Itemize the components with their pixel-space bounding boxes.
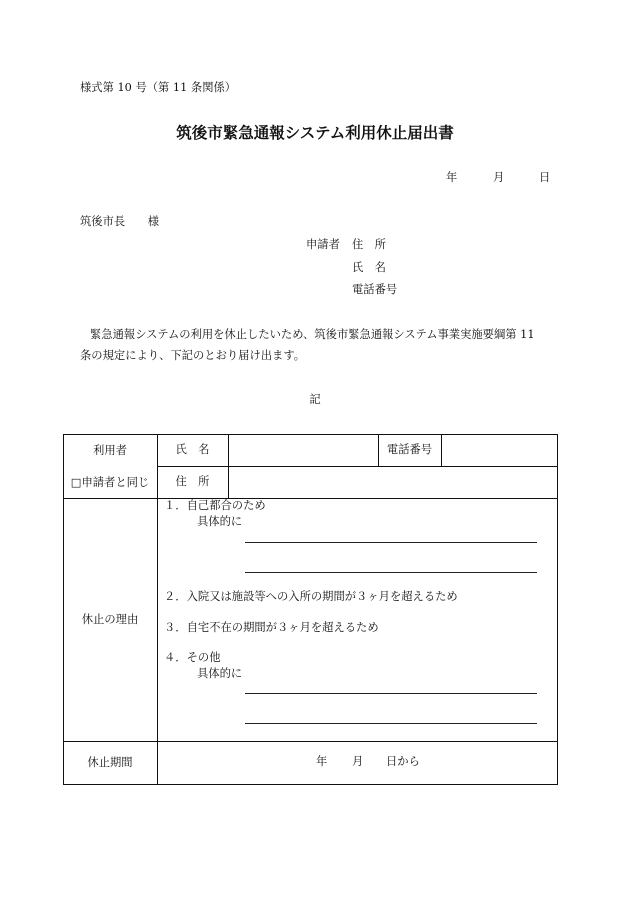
ki-heading: 記 [309, 393, 321, 406]
applicant-address-label: 住 所 [352, 238, 386, 251]
period-day-from-label: 日から [386, 755, 420, 768]
body-line-2: 条の規定により、下記のとおり届け出ます。 [80, 349, 306, 362]
reason-label: 休止の理由 [81, 612, 139, 626]
period-label: 休止期間 [87, 755, 133, 769]
body-line-1: 緊急通報システムの利用を休止したいため、筑後市緊急通報システム事業実施要綱第 11 [90, 328, 535, 341]
user-phone-label: 電話番号 [386, 443, 433, 456]
reason-item-4: ４．その他 [164, 651, 221, 664]
reason-item-4-detail-label: 具体的に [197, 667, 243, 680]
applicant-name-label: 氏 名 [352, 261, 386, 274]
user-address-field [228, 466, 557, 498]
reason-item-1-detail-label: 具体的に [197, 515, 243, 528]
user-address-label: 住 所 [175, 475, 210, 488]
user-phone-field [441, 434, 557, 466]
date-year-label: 年 [446, 171, 458, 184]
reason-item-3: ３．自宅不在の期間が３ヶ月を超えるため [164, 621, 379, 634]
reason-1-write-line [245, 572, 537, 573]
reason-item-1: １．自己都合のため [164, 499, 266, 512]
addressee: 筑後市長 様 [80, 215, 160, 228]
same-as-applicant-checkbox-label: □申請者と同じ [70, 475, 150, 489]
reason-4-write-line [245, 693, 537, 694]
applicant-label: 申請者 [306, 238, 340, 251]
period-year-label: 年 [316, 755, 328, 768]
user-name-field [228, 434, 378, 466]
reason-1-write-line [245, 542, 537, 543]
date-day-label: 日 [539, 171, 551, 184]
reason-item-2: ２．入院又は施設等への入所の期間が３ヶ月を超えるため [164, 590, 458, 603]
date-month-label: 月 [493, 171, 505, 184]
applicant-phone-label: 電話番号 [352, 283, 398, 296]
document-title: 筑後市緊急通報システム利用休止届出書 [176, 123, 454, 142]
reason-4-write-line [245, 723, 537, 724]
period-month-label: 月 [352, 755, 364, 768]
user-label: 利用者 [93, 443, 127, 457]
form-number: 様式第 10 号（第 11 条関係） [80, 81, 237, 94]
user-name-label: 氏 名 [175, 443, 210, 456]
